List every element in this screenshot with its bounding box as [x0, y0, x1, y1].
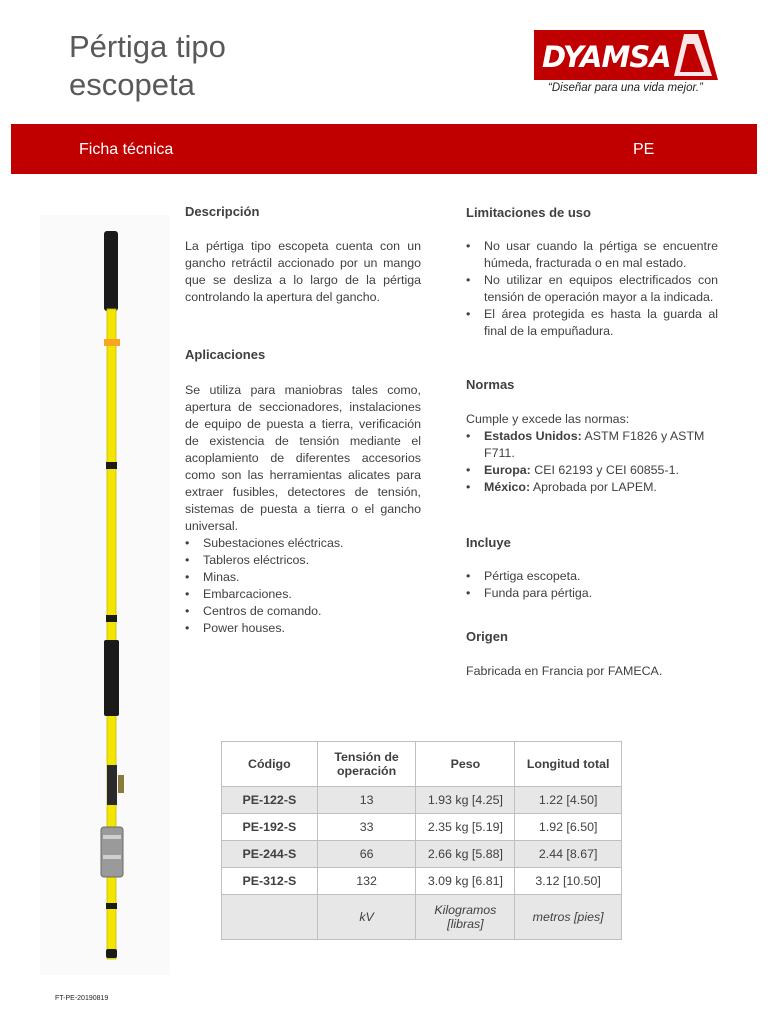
table-header-row — [222, 742, 622, 787]
pole-lower-grip — [104, 640, 119, 716]
col-header-codigo: Código — [222, 742, 318, 787]
list-item: • Europa: CEI 62193 y CEI 60855-1. — [466, 462, 718, 479]
banner-code: PE — [633, 141, 655, 158]
table-units-row: kV Kilogramos [libras] metros [pies] — [222, 895, 622, 940]
normas-intro: Cumple y excede las normas: — [466, 412, 630, 426]
list-item: • Embarcaciones. — [185, 586, 421, 603]
list-item: • Subestaciones eléctricas. — [185, 535, 421, 552]
incluye-list — [466, 568, 718, 602]
col-header-peso: Peso — [416, 742, 515, 787]
limitaciones-list — [466, 238, 718, 340]
list-item: • Tableros eléctricos. — [185, 552, 421, 569]
page-title — [69, 28, 369, 104]
title-line-2: escopeta — [69, 67, 195, 102]
aplicaciones-text: Se utiliza para maniobras tales como, apertura de seccionadores, instalaciones de equipo de puesta a tierra, verificación de existencia de tensión mediante el acoplamiento de diferentes accesorios como son las herramientas alicates para extraer fusibles, detectores de tensión, sistemas de puesta a tierra o el gancho universal. — [185, 383, 421, 533]
spec-table — [221, 741, 622, 940]
list-item: • Pértiga escopeta. — [466, 568, 718, 585]
pole-handle — [101, 827, 123, 877]
list-item: • México: Aprobada por LAPEM. — [466, 479, 718, 496]
table-row: PE-192-S 33 2.35 kg [5.19] 1.92 [6.50] — [222, 814, 622, 841]
table-row: PE-122-S 13 1.93 kg [4.25] 1.22 [4.50] — [222, 787, 622, 814]
table-row: PE-312-S 132 3.09 kg [6.81] 3.12 [10.50] — [222, 868, 622, 895]
col-header-tension: Tensión de operación — [317, 742, 416, 787]
normas-heading: Normas — [466, 377, 515, 392]
origen-text: Fabricada en Francia por FAMECA. — [466, 664, 663, 678]
aplicaciones-list — [185, 535, 421, 637]
origen-heading: Origen — [466, 629, 508, 644]
product-image-pole — [40, 215, 170, 975]
list-item: • No usar cuando la pértiga se encuentre húmeda, fracturada o en mal estado. — [466, 238, 718, 272]
document-code: FT-PE-20190819 — [55, 995, 109, 1002]
tagline: “Diseñar para una vida mejor.” — [548, 82, 703, 94]
list-item: • Centros de comando. — [185, 603, 421, 620]
normas-list — [466, 428, 718, 496]
list-item: • El área protegida es hasta la guarda al final de la empuñadura. — [466, 306, 718, 340]
incluye-heading: Incluye — [466, 535, 511, 550]
pole-top-grip — [104, 231, 118, 311]
table-row: PE-244-S 66 2.66 kg [5.88] 2.44 [8.67] — [222, 841, 622, 868]
col-header-longitud: Longitud total — [515, 742, 622, 787]
dyamsa-logo — [534, 30, 718, 80]
list-item: • Funda para pértiga. — [466, 585, 718, 602]
logo-text: DYAMSA — [542, 40, 671, 74]
list-item: • No utilizar en equipos electrificados con tensión de operación mayor a la indicada. — [466, 272, 718, 306]
limitaciones-heading: Limitaciones de uso — [466, 205, 591, 220]
descripcion-heading: Descripción — [185, 204, 260, 219]
list-item: • Estados Unidos: ASTM F1826 y ASTM F711. — [466, 428, 718, 462]
title-line-1: Pértiga tipo — [69, 29, 226, 64]
banner-label: Ficha técnica — [79, 141, 174, 158]
list-item: • Minas. — [185, 569, 421, 586]
list-item: • Power houses. — [185, 620, 421, 637]
descripcion-text: La pértiga tipo escopeta cuenta con un gancho retráctil accionado por un mango que se desliza a lo largo de la pértiga controlando la apertura del gancho. — [185, 239, 421, 304]
aplicaciones-heading: Aplicaciones — [185, 347, 266, 362]
